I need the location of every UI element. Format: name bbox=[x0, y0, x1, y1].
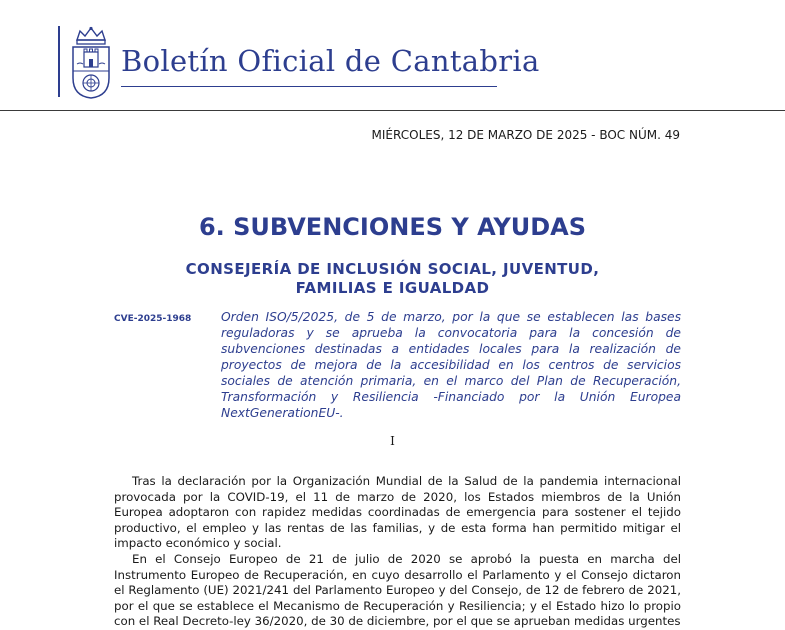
page-header bbox=[0, 0, 785, 111]
issue-dateline: MIÉRCOLES, 12 DE MARZO DE 2025 - BOC NÚM. 49 bbox=[371, 128, 680, 142]
department-heading-line2: FAMILIAS E IGUALDAD bbox=[295, 279, 490, 297]
body-paragraph-1: Tras la declaración por la Organización Mundial de la Salud de la pandemia internacional provocada por la COVID-19, el 11 de marzo de 2020, los Estados miembros de la Unión Europea adoptaron con rapidez medidas coordinadas de emergencia para sostener el tejido productivo, el empleo y las rentas de las familias, y de esta forma han permitido mitigar el impacto económico y social. bbox=[114, 474, 681, 550]
cve-code: CVE-2025-1968 bbox=[114, 314, 192, 324]
order-summary: Orden ISO/5/2025, de 5 de marzo, por la que se establecen las bases reguladoras y se aprueba la convocatoria para la concesión de subvenciones destinadas a entidades locales para la realización de proyectos de mejora de la accesibilidad en los centros de servicios sociales de atención primaria, en el marco del Plan de Recuperación, Transformación y Resiliencia -Financiado por la Unión Europea NextGenerationEU-. bbox=[221, 310, 681, 420]
section-title: 6. SUBVENCIONES Y AYUDAS bbox=[198, 213, 587, 241]
coat-of-arms-icon bbox=[68, 26, 114, 100]
chapter-numeral: I bbox=[390, 434, 395, 448]
header-vertical-rule bbox=[58, 26, 60, 97]
publication-title: Boletín Oficial de Cantabria bbox=[121, 44, 540, 78]
title-underline bbox=[121, 86, 497, 87]
department-heading bbox=[0, 260, 785, 298]
department-heading-line1: CONSEJERÍA DE INCLUSIÓN SOCIAL, JUVENTUD, bbox=[185, 260, 600, 278]
body-paragraph-2: En el Consejo Europeo de 21 de julio de 2020 se aprobó la puesta en marcha del Instrumento Europeo de Recuperación, en cuyo desarrollo el Parlamento y el Consejo dictaron el Reglamento (UE) 2021/241 del Parlamento Europeo y del Consejo, de 12 de febrero de 2021, por el que se establece el Mecanismo de Recuperación y Resiliencia; y el Estado hizo lo propio con el Real Decreto-ley 36/2020, de 30 de diciembre, por el que se aprueban medidas urgentes bbox=[114, 552, 681, 628]
